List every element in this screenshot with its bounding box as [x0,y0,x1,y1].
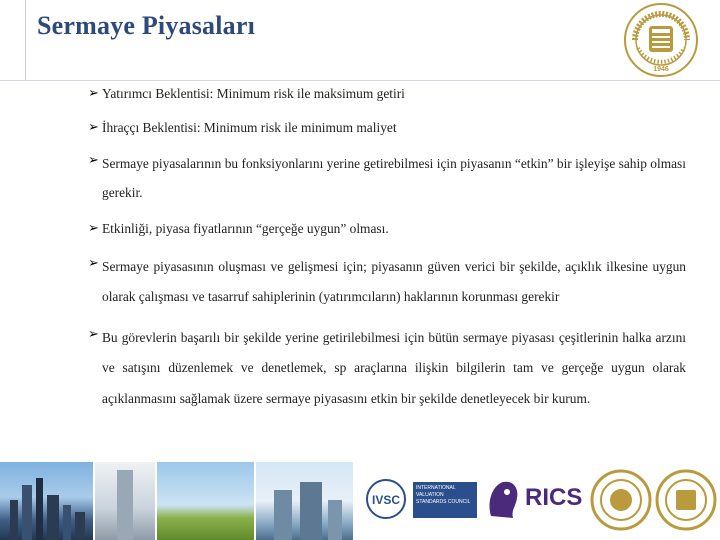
bullet-text: Bu görevlerin başarılı bir şekilde yerine getirilebilmesi için bütün sermaye piyasası çeşitlerinin halka arzını ve satışını düzenlemek ve denetlemek, sp araçlarına ilişkin bilgilerin tam ve gerçeğe uygun olarak açıklanmasını sağlamak üzere sermaye piyasasını etkin bir şekilde denetleyecek bir kurum. [102,329,686,406]
ivsc-label: IVSC [371,493,401,507]
bullet-item-2 [88,116,686,141]
bullet-item-1 [88,82,686,107]
bullet-text: Yatırımcı Beklentisi: Minimum risk ile maksimum getiri [102,86,405,101]
bullet-item-3 [88,149,686,207]
seal-year: 1946 [653,66,669,73]
tower-photo [95,462,155,540]
footer-banner [0,462,720,540]
field-landscape-photo [157,462,254,540]
header-horizontal-rule [0,80,720,81]
bullet-text: Etkinliği, piyasa fiyatlarının “gerçeğe uygun” olması. [102,221,389,236]
bullet-text: İhraççı Beklentisi: Minimum risk ile minimum maliyet [102,119,397,135]
bullet-item-6 [88,323,686,415]
ivsc-globe-icon [365,478,407,520]
page-title: Sermaye Piyasaları [37,11,256,40]
bullet-text: Sermaye piyasasının oluşması ve gelişmesi için; piyasanın güven verici bir şekilde, açıklık ilkesine uygun olarak çalışması ve tasarruf sahiplerinin (yatırımcıların) haklarının korunması gerekir [102,258,686,304]
bullet-text: Sermaye piyasalarının bu fonksiyonlarını yerine getirebilmesi için piyasanın “etkin” bir işleyişe sahip olması gerekir. [102,156,686,200]
rics-label: RICS [525,484,583,511]
city-skyline-photo [0,462,93,540]
partner-logos [355,462,720,540]
ankara-university-seal-small-logo [655,468,717,532]
bullet-item-4 [88,217,686,242]
bullet-list [88,84,686,414]
arrow-bullet-icon: ➢ [88,153,99,168]
arrow-bullet-icon: ➢ [88,255,99,271]
bullet-item-5 [88,252,686,313]
arrow-bullet-icon: ➢ [88,86,99,101]
arrow-bullet-icon: ➢ [88,326,99,342]
ankara-university-seal-logo [623,2,699,78]
modern-buildings-photo [256,462,353,540]
ivsc-caption: INTERNATIONAL VALUATION STANDARDS COUNCIL [413,482,477,518]
gold-seal-icon [590,468,652,532]
arrow-bullet-icon: ➢ [88,221,99,236]
header-vertical-rule [25,0,26,80]
rics-lion-icon [483,476,523,524]
arrow-bullet-icon: ➢ [88,119,99,135]
